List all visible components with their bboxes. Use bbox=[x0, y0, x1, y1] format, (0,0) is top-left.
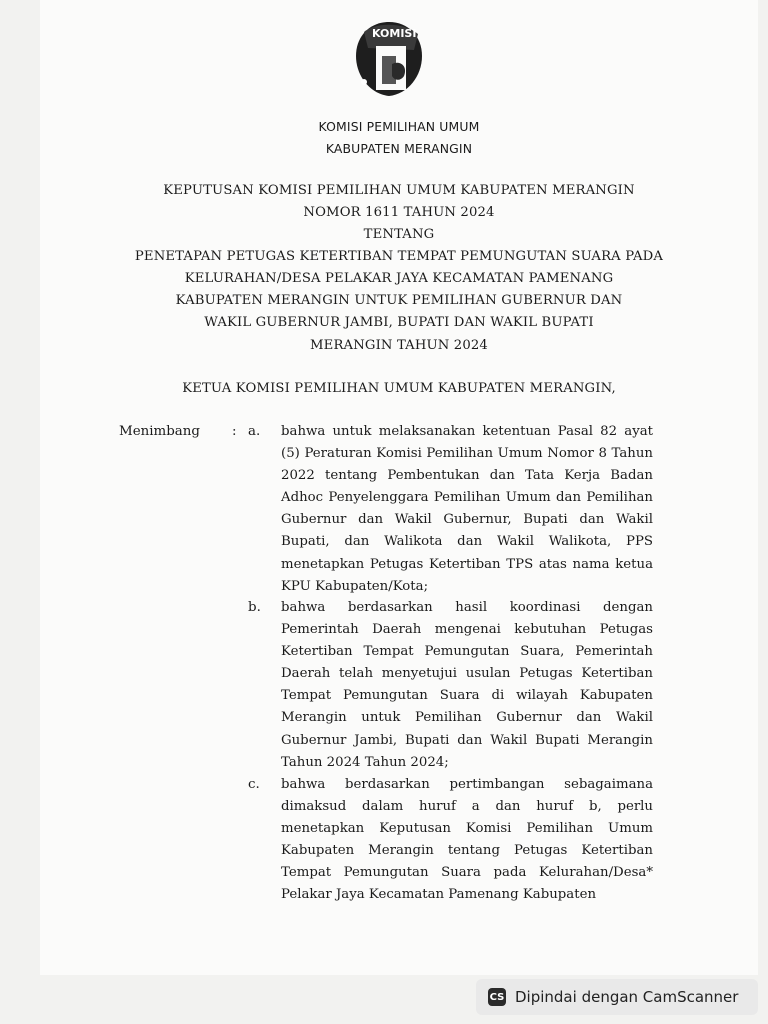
item-c-marker: c. bbox=[248, 777, 260, 792]
logo-text: KOMISI bbox=[372, 27, 417, 40]
title-line-1: KEPUTUSAN KOMISI PEMILIHAN UMUM KABUPATEN MERANGIN bbox=[163, 183, 635, 198]
org-line-1: KOMISI PEMILIHAN UMUM bbox=[318, 119, 480, 134]
chairman-heading: KETUA KOMISI PEMILIHAN UMUM KABUPATEN MERANGIN, bbox=[182, 381, 616, 396]
considering-label: Menimbang bbox=[119, 424, 200, 439]
item-a-marker: a. bbox=[248, 424, 261, 439]
title-line-8: MERANGIN TAHUN 2024 bbox=[310, 338, 488, 353]
item-b-text: bahwa berdasarkan hasil koordinasi dengan Pemerintah Daerah mengenai kebutuhan Petugas Ketertiban Tempat Pemungutan Suara, Pemerintah Daerah telah menyetujui usulan Petugas Ketertiban Tempat Pemungutan Suara di wilayah Kabupaten Merangin untuk Pemilihan Gubernur dan Wakil Gubernur Jambi, Bupati dan Wakil Bupati Merangin Tahun 2024 Tahun 2024; bbox=[281, 600, 653, 770]
title-line-5: KELURAHAN/DESA PELAKAR JAYA KECAMATAN PAMENANG bbox=[184, 271, 614, 286]
title-line-4: PENETAPAN PETUGAS KETERTIBAN TEMPAT PEMUNGUTAN SUARA PADA bbox=[134, 249, 664, 264]
title-line-6: KABUPATEN MERANGIN UNTUK PEMILIHAN GUBERNUR DAN bbox=[175, 293, 623, 308]
title-line-3: TENTANG bbox=[363, 227, 435, 242]
item-c-text: bahwa berdasarkan pertimbangan sebagaimana dimaksud dalam huruf a dan huruf b, perlu menetapkan Keputusan Komisi Pemilihan Umum Kabupaten Merangin tentang Petugas Ketertiban Tempat Pemungutan Suara pada Kelurahan/Desa* Pelakar Jaya Kecamatan Pamenang Kabupaten bbox=[281, 777, 653, 903]
considering-colon: : bbox=[232, 424, 237, 439]
item-b-marker: b. bbox=[248, 600, 261, 615]
camscanner-label: Dipindai dengan CamScanner bbox=[515, 988, 739, 1006]
item-a-text: bahwa untuk melaksanakan ketentuan Pasal 82 ayat (5) Peraturan Komisi Pemilihan Umum Nomor 8 Tahun 2022 tentang Pembentukan dan Tata Kerja Badan Adhoc Penyelenggara Pemilihan Umum dan Pemilihan Gubernur dan Wakil Gubernur, Bupati dan Wakil Bupati, dan Walikota dan Wakil Walikota, PPS menetapkan Petugas Ketertiban TPS atas nama ketua KPU Kabupaten/Kota; bbox=[281, 424, 653, 594]
kpu-logo-icon bbox=[352, 20, 426, 98]
title-line-7: WAKIL GUBERNUR JAMBI, BUPATI DAN WAKIL BUPATI bbox=[204, 315, 594, 330]
camscanner-badge bbox=[476, 979, 758, 1015]
camscanner-icon: CS bbox=[488, 988, 506, 1006]
title-line-2: NOMOR 1611 TAHUN 2024 bbox=[303, 205, 495, 220]
org-line-2: KABUPATEN MERANGIN bbox=[325, 141, 473, 156]
